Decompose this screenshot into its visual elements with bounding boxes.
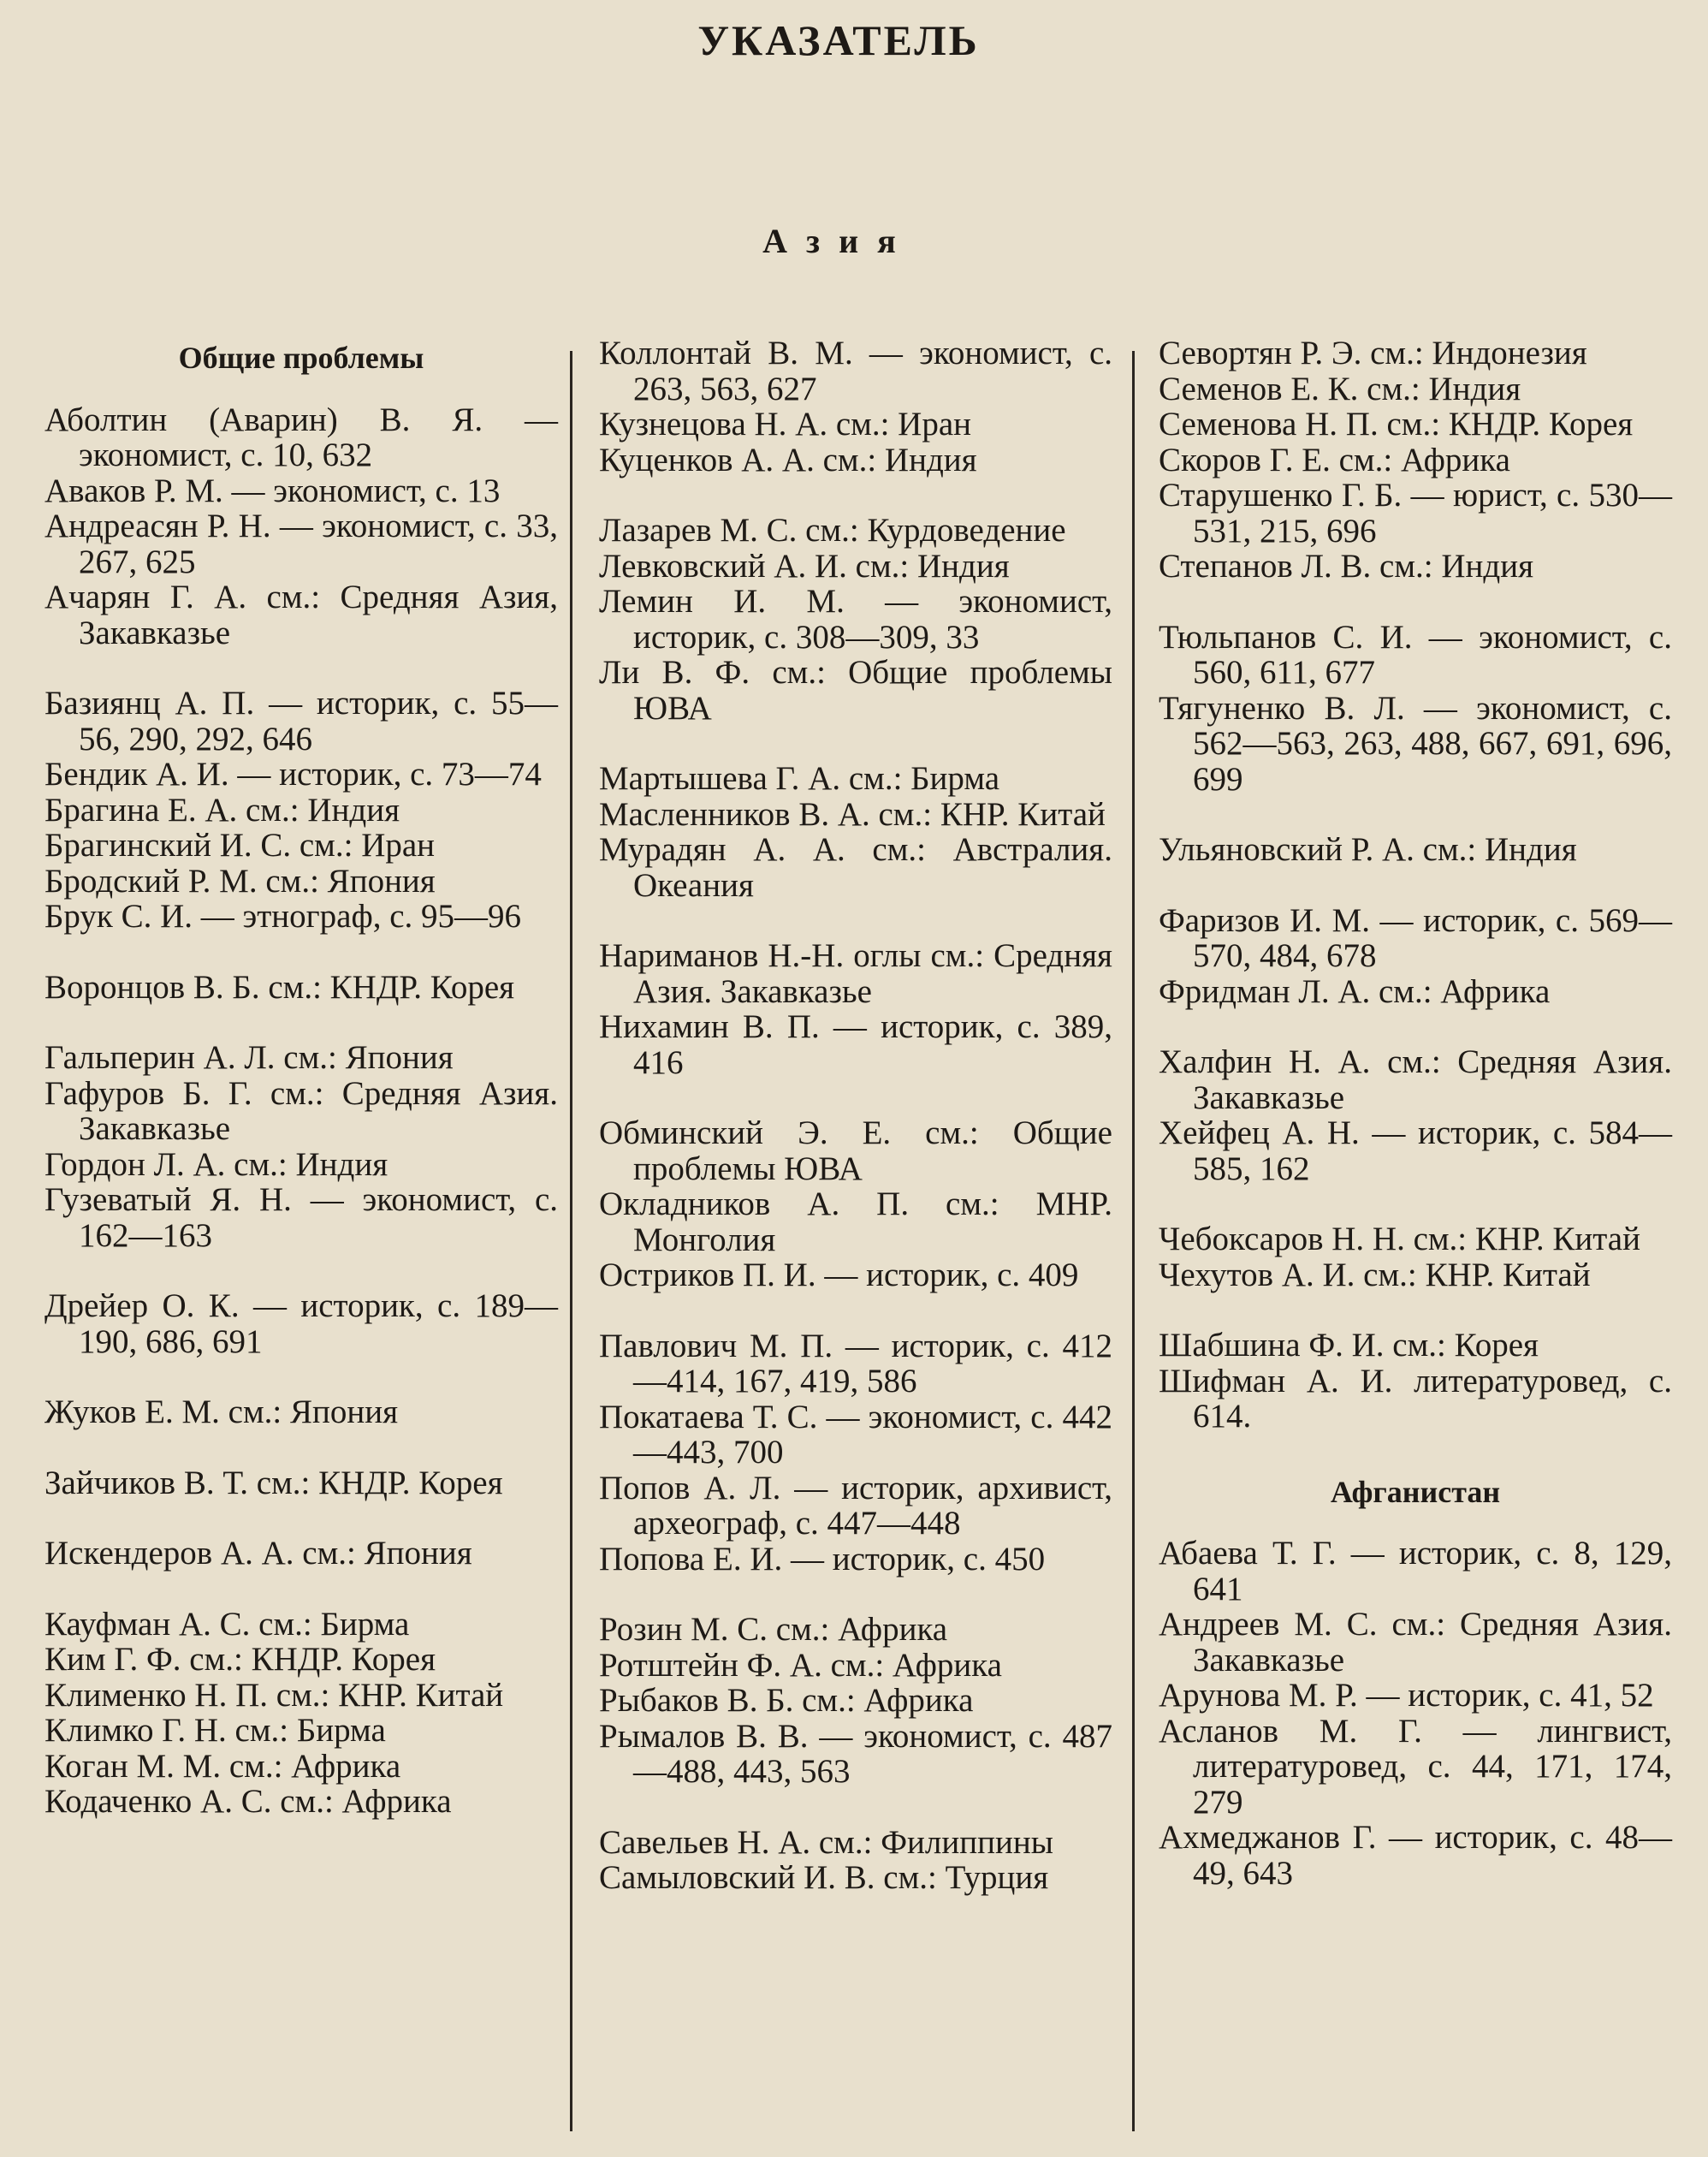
index-entry: Лазарев М. С. см.: Курдоведение [599, 512, 1066, 549]
index-entry: Зайчиков В. Т. см.: КНДР. Корея [44, 1464, 503, 1501]
entry-gap [1159, 797, 1672, 832]
index-entry: Рымалов В. В. — экономист, с. 487—488, 443, 563 [599, 1717, 1112, 1790]
index-entry: Кузнецова Н. А. см.: Иран [599, 406, 971, 443]
index-entry: Гузеватый Я. Н. — экономист, с. 162—163 [44, 1181, 558, 1254]
index-entry: Ротштейн Ф. А. см.: Африка [599, 1646, 1002, 1684]
entry-gap [44, 1253, 558, 1288]
index-entry: Аваков Р. М. — экономист, с. 13 [44, 472, 501, 509]
index-entry: Старушенко Г. Б. — юрист, с. 530—531, 215, 696 [1159, 477, 1672, 550]
entry-gap [44, 651, 558, 686]
index-entry: Гордон Л. А. см.: Индия [44, 1145, 388, 1183]
index-entry: Андреев М. С. см.: Средняя Азия. Закавказье [1159, 1606, 1672, 1679]
entry-gap [599, 1577, 1112, 1612]
index-entry: Ли В. Ф. см.: Общие проблемы ЮВА [599, 654, 1112, 727]
index-entry: Покатаева Т. С. — экономист, с. 442—443, 700 [599, 1398, 1112, 1471]
index-entry: Самыловский И. В. см.: Турция [599, 1859, 1049, 1896]
index-entry: Ульяновский Р. А. см.: Индия [1159, 831, 1577, 868]
index-entry: Гафуров Б. Г. см.: Средняя Азия. Закавказье [44, 1074, 558, 1147]
index-entry: Куценков А. А. см.: Индия [599, 441, 977, 478]
index-entry: Масленников В. А. см.: КНР. Китай [599, 795, 1106, 833]
section-title: Азия [762, 222, 915, 260]
index-entry: Савельев Н. А. см.: Филиппины [599, 1823, 1053, 1861]
index-entry: Брук С. И. — этнограф, с. 95—96 [44, 898, 522, 935]
index-entry: Семенова Н. П. см.: КНДР. Корея [1159, 406, 1634, 443]
index-entry: Тягуненко В. Л. — экономист, с. 562—563, 263, 488, 667, 691, 696, 699 [1159, 689, 1672, 798]
entry-gap [599, 478, 1112, 513]
index-entry: Мартышева Г. А. см.: Бирма [599, 760, 1000, 797]
column-divider [1132, 351, 1135, 2131]
index-entry: Шабшина Ф. И. см.: Корея [1159, 1327, 1539, 1364]
index-entry: Обминский Э. Е. см.: Общие проблемы ЮВА [599, 1114, 1112, 1187]
entry-gap [44, 1572, 558, 1607]
index-entry: Попова Е. И. — историк, с. 450 [599, 1540, 1046, 1578]
index-entry: Чебоксаров Н. Н. см.: КНР. Китай [1159, 1221, 1640, 1257]
index-entry: Нариманов Н.-Н. оглы см.: Средняя Азия. Закавказье [599, 937, 1112, 1010]
index-entry: Окладников А. П. см.: МНР. Монголия [599, 1185, 1112, 1258]
column-divider [570, 351, 572, 2131]
index-entry: Ким Г. Ф. см.: КНДР. Корея [44, 1641, 436, 1678]
index-entry: Остриков П. И. — историк, с. 409 [599, 1257, 1079, 1293]
index-entry: Рыбаков В. Б. см.: Африка [599, 1682, 974, 1719]
index-entry: Андреасян Р. Н. — экономист, с. 33, 267, 625 [44, 508, 558, 580]
index-entry: Павлович М. П. — историк, с. 412—414, 167, 419, 586 [599, 1327, 1112, 1399]
index-column-3 [1159, 336, 1672, 1891]
index-entry: Гальперин А. Л. см.: Япония [44, 1039, 454, 1076]
index-column-1 [44, 336, 558, 1820]
index-entry: Коган М. М. см.: Африка [44, 1747, 401, 1785]
index-column-2 [599, 336, 1112, 1896]
entry-gap [1159, 1186, 1672, 1221]
entry-gap [1159, 1009, 1672, 1044]
index-entry: Воронцов В. Б. см.: КНДР. Корея [44, 968, 515, 1006]
entry-gap [599, 903, 1112, 938]
index-entry: Шифман А. И. литературовед, с. 614. [1159, 1362, 1672, 1435]
entry-gap [44, 1500, 558, 1536]
entry-gap [44, 1430, 558, 1465]
index-entry: Фаризов И. М. — историк, с. 569—570, 484, 678 [1159, 901, 1672, 974]
subsection-heading: Общие проблемы [178, 341, 424, 375]
index-entry: Нихамин В. П. — историк, с. 389, 416 [599, 1008, 1112, 1081]
entry-gap [1159, 1435, 1672, 1470]
index-entry: Базиянц А. П. — историк, с. 55—56, 290, 292, 646 [44, 685, 558, 758]
index-entry: Тюльпанов С. И. — экономист, с. 560, 611, 677 [1159, 618, 1672, 691]
entry-gap [599, 1293, 1112, 1328]
index-entry: Левковский А. И. см.: Индия [599, 547, 1010, 585]
index-entry: Фридман Л. А. см.: Африка [1159, 972, 1551, 1010]
index-entry: Коллонтай В. М. — экономист, с. 263, 563, 627 [599, 335, 1112, 407]
index-entry: Искендеров А. А. см.: Япония [44, 1535, 472, 1572]
index-entry: Скоров Г. Е. см.: Африка [1159, 441, 1510, 478]
entry-gap [1159, 585, 1672, 620]
index-entry: Бендик А. И. — историк, с. 73—74 [44, 756, 542, 793]
entry-gap [599, 1790, 1112, 1825]
entry-gap [1159, 1292, 1672, 1328]
index-entry: Аболтин (Аварин) В. Я. — экономист, с. 10, 632 [44, 401, 558, 473]
index-entry: Арунова М. Р. — историк, с. 41, 52 [1159, 1677, 1654, 1714]
index-entry: Семенов Е. К. см.: Индия [1159, 370, 1521, 407]
index-entry: Хейфец А. Н. — историк, с. 584—585, 162 [1159, 1114, 1672, 1187]
index-entry: Брагина Е. А. см.: Индия [44, 791, 400, 829]
index-entry: Попов А. Л. — историк, архивист, археограф, с. 447—448 [599, 1469, 1112, 1542]
index-entry: Асланов М. Г. — лингвист, литературовед, с. 44, 171, 174, 279 [1159, 1712, 1672, 1821]
entry-gap [44, 1005, 558, 1040]
entry-gap [44, 1359, 558, 1394]
index-entry: Кауфман А. С. см.: Бирма [44, 1605, 410, 1643]
index-entry: Клименко Н. П. см.: КНР. Китай [44, 1676, 504, 1714]
index-entry: Дрейер О. К. — историк, с. 189—190, 686, 691 [44, 1287, 558, 1360]
index-entry: Климко Г. Н. см.: Бирма [44, 1712, 386, 1749]
entry-gap [1159, 868, 1672, 903]
index-entry: Мурадян А. А. см.: Австралия. Океания [599, 831, 1112, 904]
index-entry: Жуков Е. М. см.: Япония [44, 1393, 399, 1430]
entry-gap [44, 935, 558, 970]
index-entry: Степанов Л. В. см.: Индия [1159, 548, 1534, 585]
entry-gap [599, 726, 1112, 761]
index-entry: Чехутов А. И. см.: КНР. Китай [1159, 1256, 1591, 1293]
index-entry: Халфин Н. А. см.: Средняя Азия. Закавказье [1159, 1043, 1672, 1116]
index-entry: Бродский Р. М. см.: Япония [44, 862, 436, 900]
index-entry: Ахмеджанов Г. — историк, с. 48—49, 643 [1159, 1819, 1672, 1892]
index-entry: Кодаченко А. С. см.: Африка [44, 1783, 452, 1820]
index-entry: Абаева Т. Г. — историк, с. 8, 129, 641 [1159, 1535, 1672, 1607]
index-entry: Лемин И. М. — экономист, историк, с. 308—309, 33 [599, 583, 1112, 656]
index-entry: Севортян Р. Э. см.: Индонезия [1159, 335, 1587, 371]
page-title: УКАЗАТЕЛЬ [697, 16, 980, 64]
entry-gap [599, 1080, 1112, 1115]
index-entry: Розин М. С. см.: Африка [599, 1611, 948, 1648]
index-entry: Брагинский И. С. см.: Иран [44, 827, 436, 864]
subsection-heading: Афганистан [1330, 1474, 1501, 1509]
index-entry: Ачарян Г. А. см.: Средняя Азия, Закавказье [44, 579, 558, 651]
